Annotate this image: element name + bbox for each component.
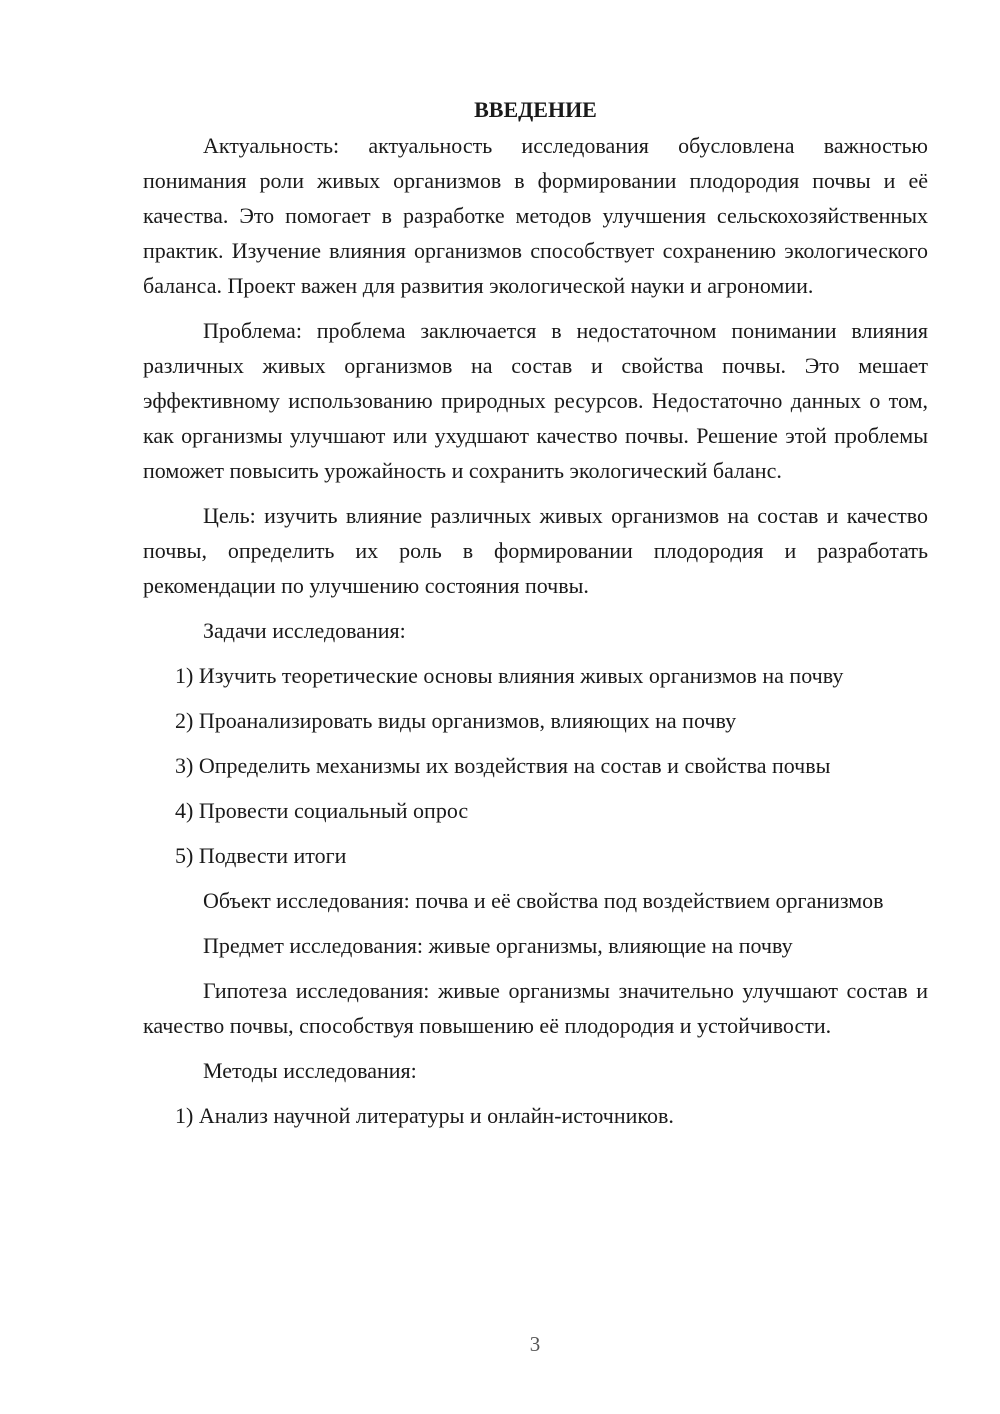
list-item: 1) Изучить теоретические основы влияния живых организмов на почву: [175, 663, 844, 688]
section-title: ВВЕДЕНИЕ: [474, 97, 597, 122]
document-page: [143, 92, 928, 1143]
list-item: 4) Провести социальный опрос: [175, 798, 469, 823]
tasks-list: [143, 658, 928, 873]
methods-label: Методы исследования:: [203, 1058, 417, 1083]
goal-paragraph: Цель: изучить влияние различных живых организмов на состав и качество почвы, определить их роль в формировании плодородия и разработать рекомендации по улучшению состояния почвы.: [143, 503, 928, 598]
object-paragraph: Объект исследования: почва и её свойства под воздействием организмов: [203, 888, 884, 913]
relevance-paragraph: Актуальность: актуальность исследования обусловлена важностью понимания роли живых организмов в формировании плодородия почвы и её качества. Это помогает в разработке методов улучшения сельскохозяйственных практик. Изучение влияния организмов способствует сохранению экологического баланса. Проект важен для развития экологической науки и агрономии.: [143, 133, 928, 298]
problem-paragraph: Проблема: проблема заключается в недостаточном понимании влияния различных живых организмов на состав и свойства почвы. Это мешает эффективному использованию природных ресурсов. Недостаточно данных о том, как организмы улучшают или ухудшают качество почвы. Решение этой проблемы поможет повысить урожайность и сохранить экологический баланс.: [143, 318, 928, 483]
list-item: 5) Подвести итоги: [175, 843, 347, 868]
tasks-label: Задачи исследования:: [203, 618, 406, 643]
list-item: 3) Определить механизмы их воздействия на состав и свойства почвы: [175, 753, 831, 778]
hypothesis-paragraph: Гипотеза исследования: живые организмы значительно улучшают состав и качество почвы, способствуя повышению её плодородия и устойчивости.: [143, 978, 928, 1038]
subject-paragraph: Предмет исследования: живые организмы, влияющие на почву: [203, 933, 793, 958]
list-item: 2) Проанализировать виды организмов, влияющих на почву: [175, 708, 737, 733]
methods-list: [143, 1098, 928, 1133]
list-item: 1) Анализ научной литературы и онлайн-источников.: [175, 1103, 674, 1128]
page-number: 3: [529, 1332, 541, 1356]
